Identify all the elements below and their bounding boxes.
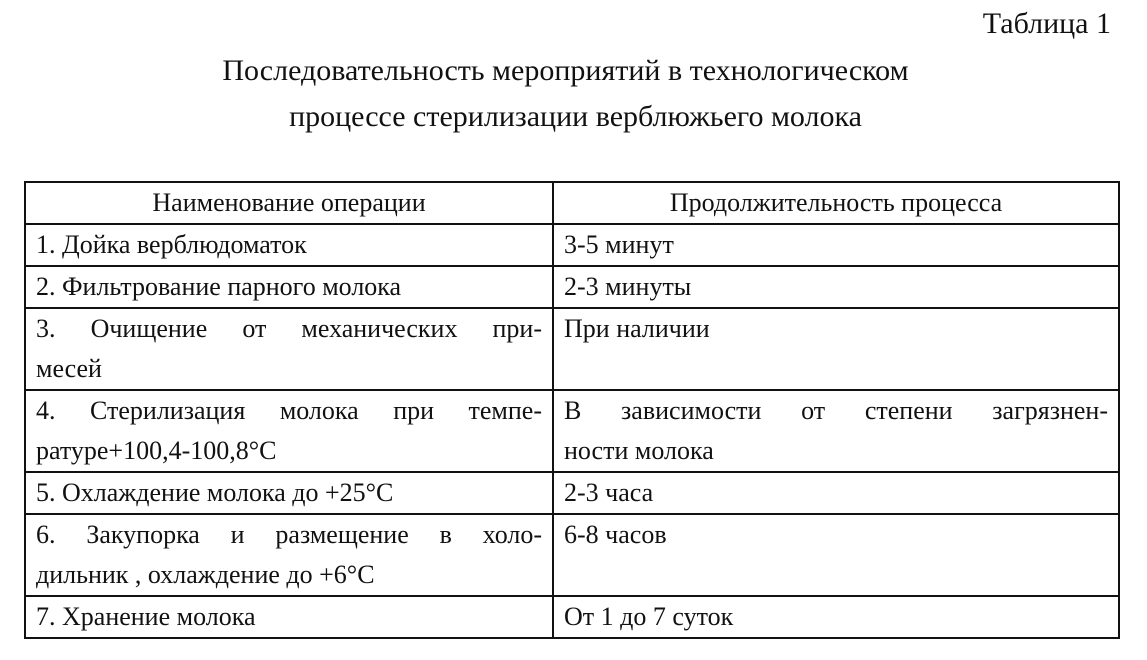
duration-text: 2-3 минуты — [564, 272, 692, 301]
duration-cell — [553, 266, 1119, 308]
column-header-operation: Наименование операции — [25, 182, 553, 224]
operation-text-line-2: дильник , охлаждение до +6°С — [36, 560, 375, 589]
operation-text: 1. Дойка верблюдоматок — [36, 230, 307, 259]
operation-text-line-1: 6. Закупорка и размещение в холо- — [36, 520, 542, 549]
operation-text: 7. Хранение молока — [36, 602, 256, 631]
table-row — [25, 308, 1119, 390]
table-header-row — [25, 182, 1119, 224]
table-row — [25, 472, 1119, 514]
table-row — [25, 224, 1119, 266]
table-row — [25, 596, 1119, 638]
operations-table — [24, 181, 1120, 639]
operation-cell — [25, 596, 553, 638]
operation-cell — [25, 514, 553, 596]
duration-cell — [553, 514, 1119, 596]
duration-text: 6-8 часов — [564, 520, 667, 549]
table-title-line-2: процессе стерилизации верблюжьего молока — [289, 100, 862, 133]
operation-cell — [25, 308, 553, 390]
duration-text: При наличии — [564, 314, 710, 343]
operation-text-line-1: 4. Стерилизация молока при темпе- — [36, 396, 542, 425]
duration-text-line-2: ности молока — [564, 436, 714, 465]
duration-cell — [553, 308, 1119, 390]
duration-text: 3-5 минут — [564, 230, 674, 259]
table-number: Таблица 1 — [982, 7, 1111, 40]
operation-cell — [25, 224, 553, 266]
operation-text: 5. Охлаждение молока до +25°С — [36, 478, 394, 507]
table-row — [25, 390, 1119, 472]
table-row — [25, 514, 1119, 596]
table-row — [25, 266, 1119, 308]
duration-cell — [553, 596, 1119, 638]
table-title-line-1: Последовательность мероприятий в технологическом — [222, 54, 909, 87]
operation-text: 2. Фильтрование парного молока — [36, 272, 402, 301]
duration-text: 2-3 часа — [564, 478, 654, 507]
operation-cell — [25, 390, 553, 472]
operation-text-line-1: 3. Очищение от механических при- — [36, 314, 542, 343]
duration-cell — [553, 472, 1119, 514]
duration-cell — [553, 390, 1119, 472]
operation-text-line-2: ратуре+100,4-100,8°С — [36, 436, 277, 465]
duration-text-line-1: В зависимости от степени загрязнен- — [564, 396, 1108, 425]
operation-cell — [25, 266, 553, 308]
column-header-duration: Продолжительность процесса — [553, 182, 1119, 224]
operation-text-line-2: месей — [36, 354, 102, 383]
operation-cell — [25, 472, 553, 514]
duration-cell — [553, 224, 1119, 266]
duration-text: От 1 до 7 суток — [564, 602, 734, 631]
